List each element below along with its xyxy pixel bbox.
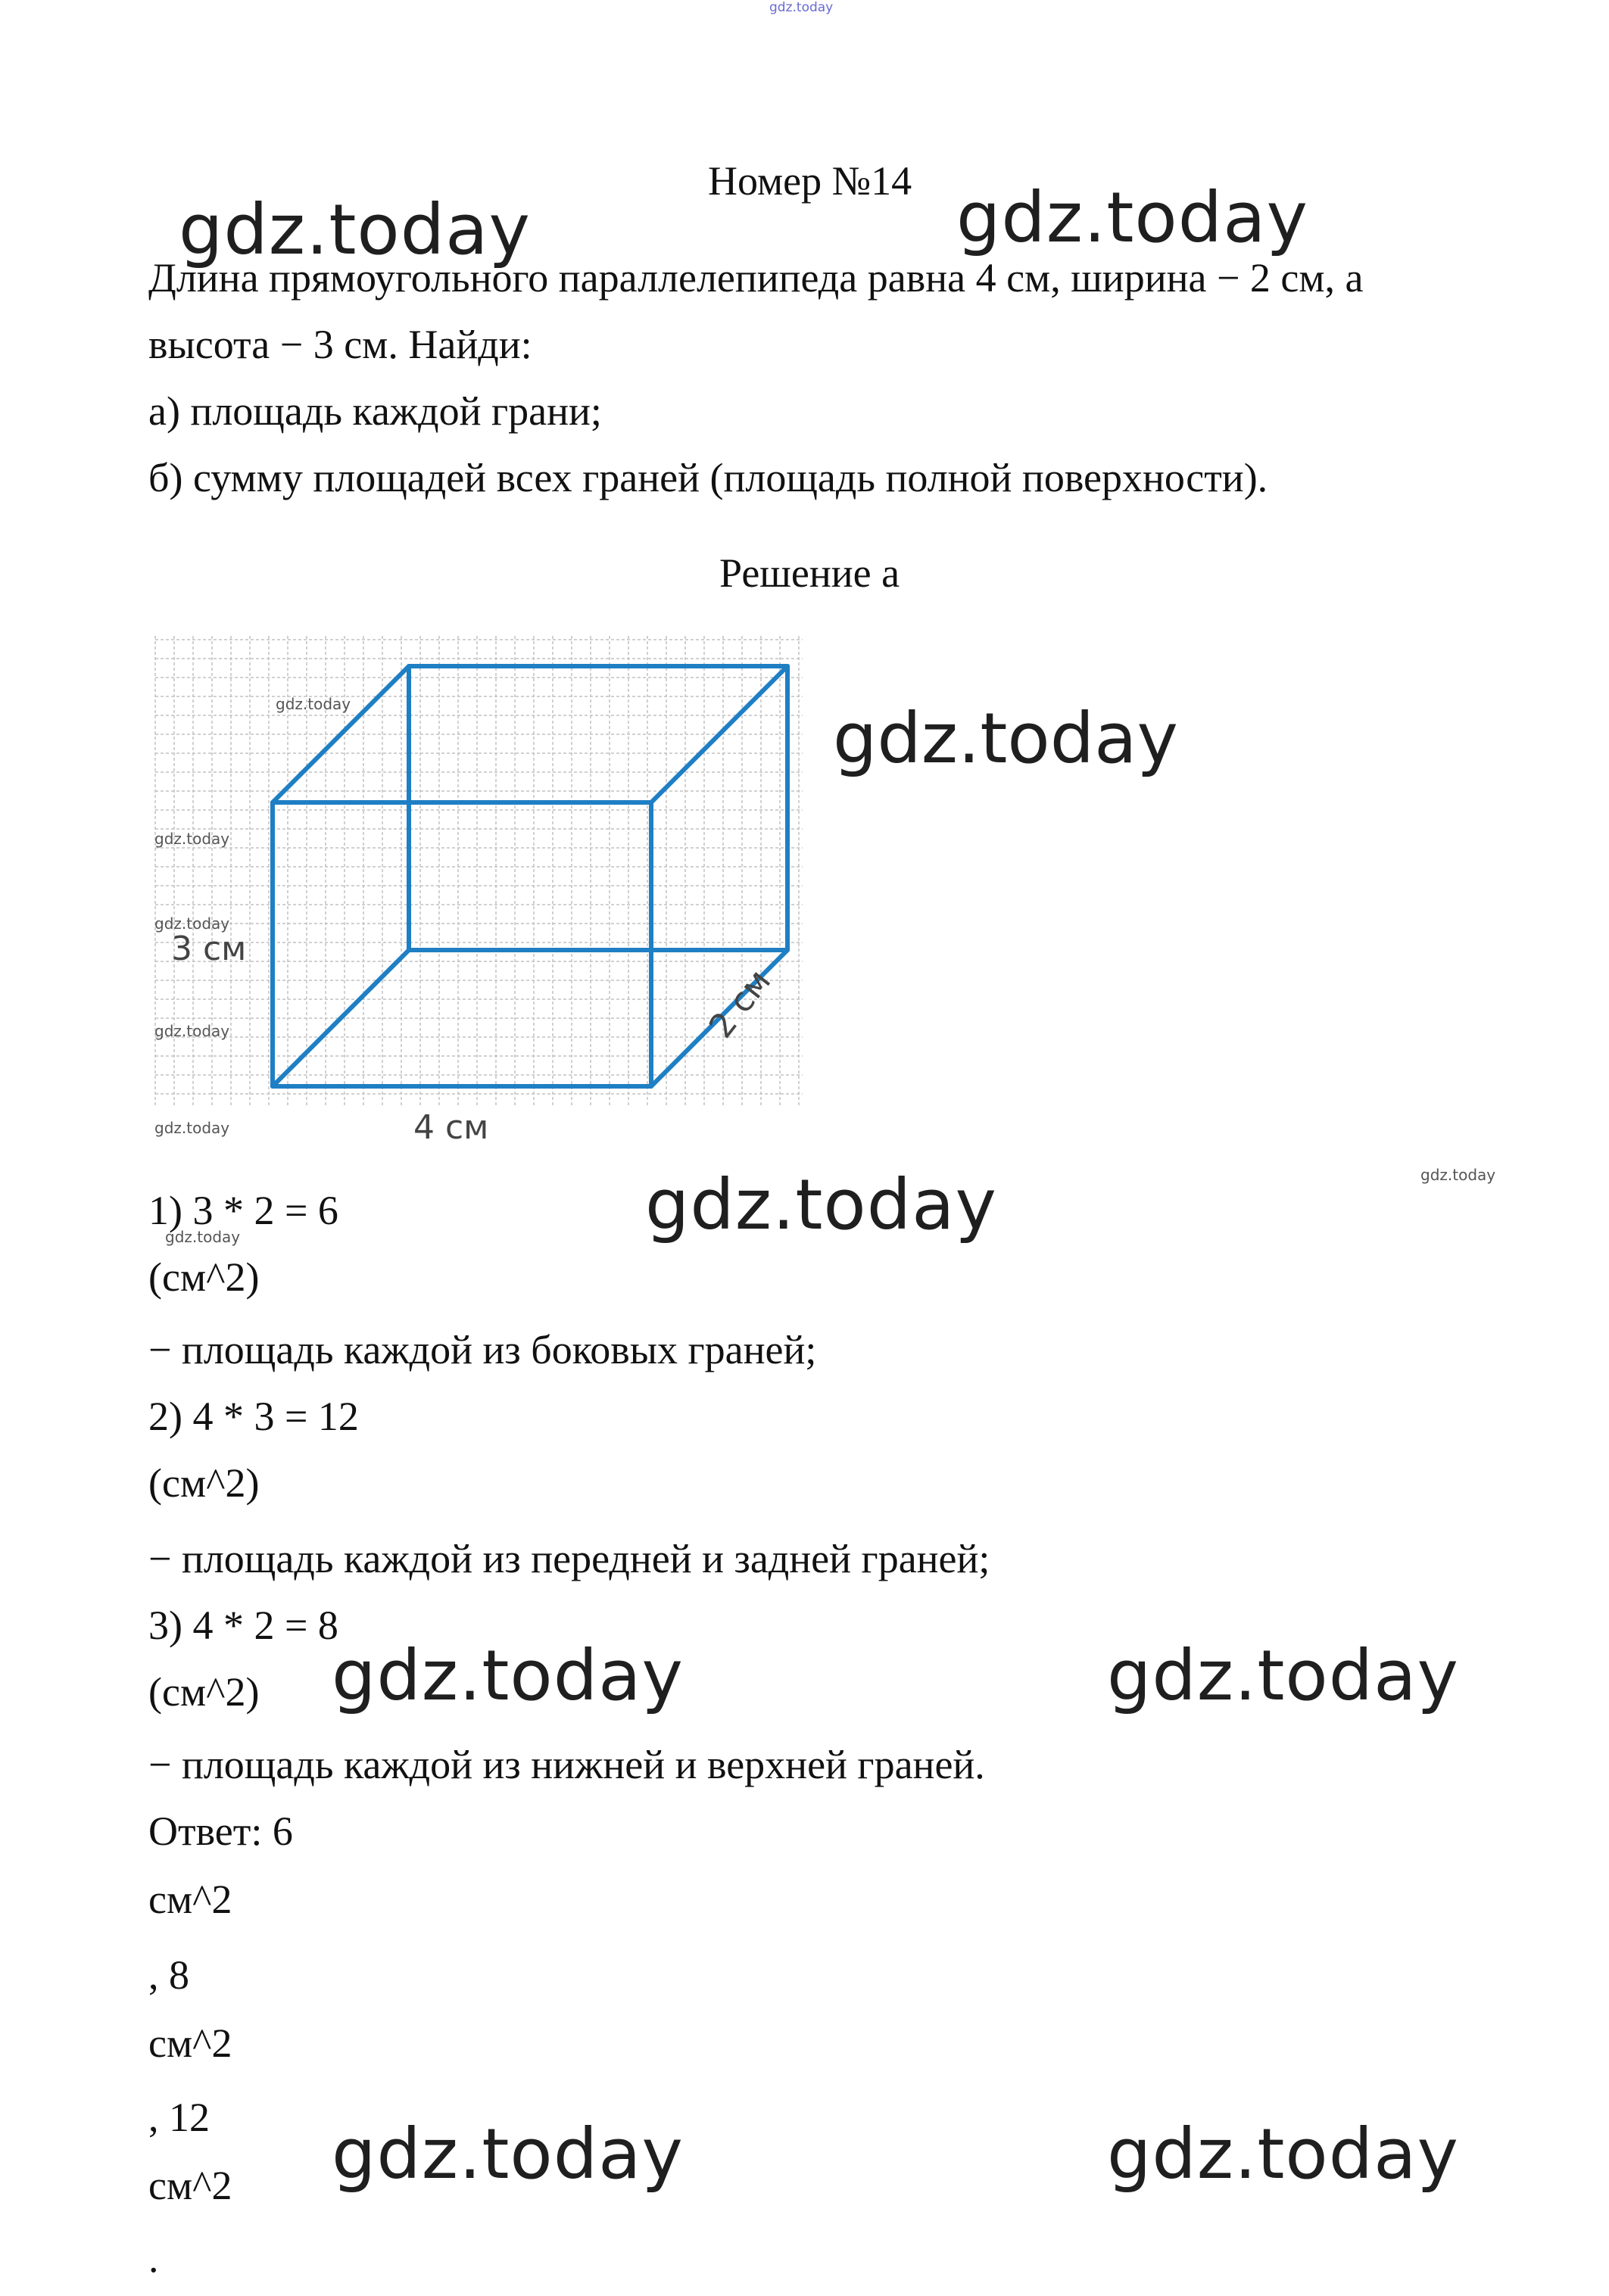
step-3-expression: 3) 4 * 2 = 8 (148, 1603, 338, 1648)
answer-part-3: , 12 (148, 2095, 210, 2140)
step-2-unit: (см^2) (148, 1460, 260, 1506)
watermark-small: gdz.today (154, 1022, 230, 1040)
page-title: Номер №14 (708, 158, 912, 204)
watermark: gdz.today (332, 2114, 684, 2195)
watermark: gdz.today (179, 189, 531, 270)
watermark-small: gdz.today (154, 914, 230, 933)
watermark: gdz.today (332, 1635, 684, 1716)
solution-heading: Решение а (719, 550, 900, 596)
watermark: gdz.today (1107, 2114, 1459, 2195)
watermark: gdz.today (645, 1164, 997, 1245)
label-length: 4 см (413, 1108, 489, 1147)
box-diagram (151, 636, 818, 1166)
problem-item-a: а) площадь каждой грани; (148, 388, 602, 434)
problem-line-1: Длина прямоугольного параллелепипеда равна 4 см, ширина − 2 см, а (148, 255, 1364, 301)
answer-unit-2: см^2 (148, 2020, 232, 2066)
answer-prefix: Ответ: 6 (148, 1808, 293, 1854)
watermark: gdz.today (1107, 1635, 1459, 1716)
problem-line-2: высота − 3 см. Найди: (148, 322, 532, 367)
watermark-small: gdz.today (165, 1228, 241, 1246)
watermark: gdz.today (956, 177, 1308, 258)
answer-unit-3: см^2 (148, 2163, 232, 2208)
watermark: gdz.today (833, 698, 1178, 779)
step-3-description: − площадь каждой из нижней и верхней граней. (148, 1742, 985, 1787)
problem-item-b: б) сумму площадей всех граней (площадь полной поверхности). (148, 455, 1268, 500)
step-1-description: − площадь каждой из боковых граней; (148, 1327, 817, 1372)
step-3-unit: (см^2) (148, 1669, 260, 1715)
step-2-expression: 2) 4 * 3 = 12 (148, 1394, 359, 1439)
step-1-unit: (см^2) (148, 1254, 260, 1300)
watermark-top: gdz.today (769, 0, 834, 15)
watermark-small: gdz.today (154, 1119, 230, 1137)
step-2-description: − площадь каждой из передней и задней граней; (148, 1536, 990, 1581)
label-height: 3 см (171, 930, 247, 968)
step-1-expression: 1) 3 * 2 = 6 (148, 1188, 338, 1233)
answer-part-2: , 8 (148, 1952, 189, 1998)
box-figure (151, 636, 818, 1166)
watermark-small: gdz.today (1420, 1166, 1496, 1184)
answer-unit-1: см^2 (148, 1877, 232, 1922)
answer-end: . (148, 2235, 159, 2281)
watermark-small: gdz.today (276, 695, 351, 713)
label-width: 2 см (701, 962, 779, 1045)
watermark-small: gdz.today (154, 830, 230, 848)
